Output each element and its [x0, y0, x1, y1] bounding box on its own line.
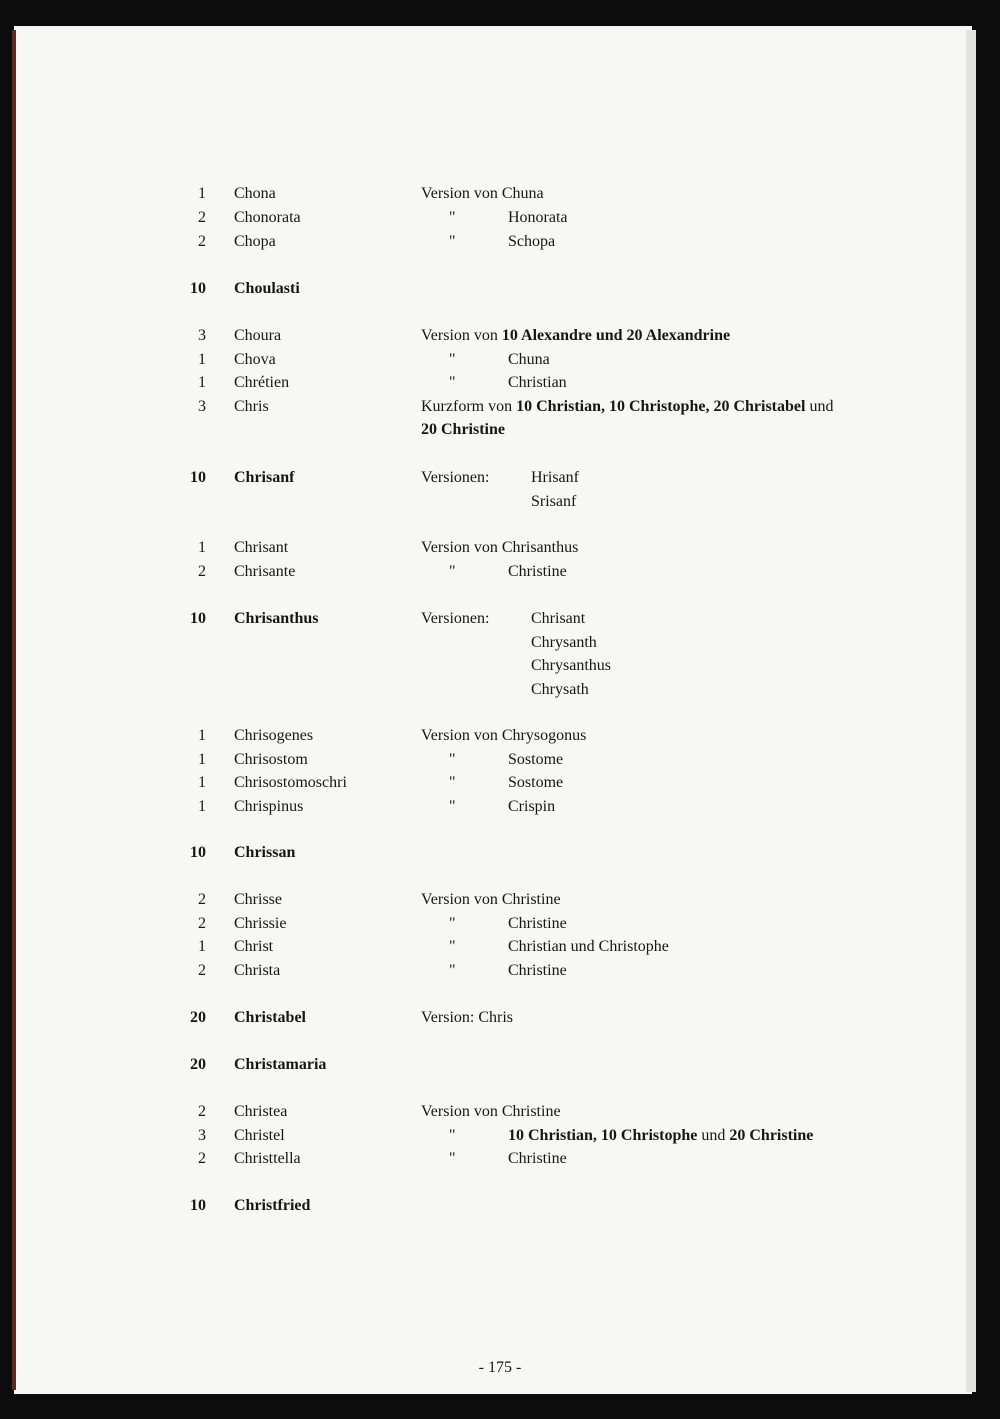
- description-text: Version von: [421, 327, 502, 344]
- entry-count: 2: [198, 1103, 206, 1120]
- list-entry: [0, 609, 1000, 705]
- entry-name: Chrisant: [234, 539, 289, 556]
- entry-count: 2: [198, 233, 206, 250]
- list-entry: [0, 1126, 1000, 1150]
- reference-bold: 10 Christian, 10 Christophe: [508, 1127, 698, 1144]
- entry-name: Chona: [234, 185, 276, 202]
- entry-name: Choura: [234, 327, 282, 344]
- list-entry: [0, 208, 1000, 232]
- list-entry: [0, 797, 1000, 821]
- entry-reference: Crispin: [508, 798, 556, 815]
- version-name: Chrysanth: [531, 634, 597, 651]
- entry-name: Chris: [234, 398, 269, 415]
- version-name: Srisanf: [531, 493, 577, 510]
- entry-reference: Chuna: [508, 351, 550, 368]
- entry-name: Chrisanthus: [234, 610, 319, 627]
- list-entry: [0, 184, 1000, 208]
- entry-name: Christfried: [234, 1197, 311, 1214]
- list-entry: [0, 373, 1000, 397]
- entry-name: Christa: [234, 962, 281, 979]
- entry-count: 10: [190, 469, 206, 486]
- entry-count: 1: [198, 539, 206, 556]
- version-name: Chrysanthus: [531, 657, 611, 674]
- ditto-mark: ": [449, 962, 456, 979]
- entry-description: Version von Chuna: [421, 185, 544, 202]
- entry-count: 1: [198, 751, 206, 768]
- entry-reference: Sostome: [508, 751, 564, 768]
- entry-reference: Christine: [508, 962, 567, 979]
- entry-name: Chrissie: [234, 915, 287, 932]
- ditto-mark: ": [449, 751, 456, 768]
- ditto-mark: ": [449, 374, 456, 391]
- list-entry: [0, 279, 1000, 303]
- entry-count: 10: [190, 610, 206, 627]
- list-entry: [0, 397, 1000, 445]
- entry-count: 10: [190, 280, 206, 297]
- list-entry: [0, 232, 1000, 256]
- entry-name: Christ: [234, 938, 274, 955]
- entry-count: 1: [198, 185, 206, 202]
- list-entry: [0, 726, 1000, 750]
- entry-name: Chrisostomoschri: [234, 774, 347, 791]
- ditto-mark: ": [449, 233, 456, 250]
- entry-name: Christabel: [234, 1009, 306, 1026]
- list-entry: [0, 326, 1000, 350]
- entry-name: Christel: [234, 1127, 285, 1144]
- entry-reference: Christine: [508, 915, 567, 932]
- entry-name: Chrisostom: [234, 751, 308, 768]
- list-entry: [0, 750, 1000, 774]
- list-entry: [0, 1008, 1000, 1032]
- entry-reference: Christian: [508, 374, 567, 391]
- entry-name: Chrisante: [234, 563, 296, 580]
- entry-reference: [508, 1126, 813, 1146]
- list-entry: [0, 1149, 1000, 1173]
- entry-reference: Honorata: [508, 209, 568, 226]
- entry-count: 10: [190, 844, 206, 861]
- entry-count: 2: [198, 1150, 206, 1167]
- ditto-mark: ": [449, 915, 456, 932]
- description-reference: 10 Alexandre und 20 Alexandrine: [501, 327, 731, 344]
- entry-description: [421, 326, 730, 346]
- ditto-mark: ": [449, 938, 456, 955]
- page-number: - 175 -: [478, 1359, 522, 1376]
- entry-description: [421, 397, 833, 417]
- entry-description: Version von Christine: [421, 1103, 561, 1120]
- entry-count: 2: [198, 891, 206, 908]
- entry-name: Christamaria: [234, 1056, 327, 1073]
- entry-count: 1: [198, 774, 206, 791]
- ditto-mark: ": [449, 1150, 456, 1167]
- entry-count: 3: [198, 327, 206, 344]
- ditto-mark: ": [449, 1127, 456, 1144]
- list-entry: [0, 538, 1000, 562]
- entry-name: Choulasti: [234, 280, 300, 297]
- entry-reference: Christian und Christophe: [508, 938, 669, 955]
- list-entry: [0, 937, 1000, 961]
- list-entry: [0, 562, 1000, 586]
- entry-count: 3: [198, 398, 206, 415]
- entry-name: Chonorata: [234, 209, 301, 226]
- entry-count: 3: [198, 1127, 206, 1144]
- list-entry: [0, 1055, 1000, 1079]
- reference-bold: 20 Christine: [729, 1127, 814, 1144]
- entry-reference: Sostome: [508, 774, 564, 791]
- versions-label: Versionen:: [421, 469, 490, 486]
- list-entry: [0, 890, 1000, 914]
- entry-name: Christtella: [234, 1150, 301, 1167]
- entry-count: 1: [198, 938, 206, 955]
- entry-reference: Schopa: [508, 233, 556, 250]
- list-entry: [0, 1102, 1000, 1126]
- entry-count: 20: [190, 1009, 206, 1026]
- entry-name: Chrisse: [234, 891, 282, 908]
- description-reference: 20 Christine: [421, 421, 505, 438]
- entry-name: Chrissan: [234, 844, 296, 861]
- entry-count: 2: [198, 915, 206, 932]
- entry-reference: Christine: [508, 563, 567, 580]
- ditto-mark: ": [449, 209, 456, 226]
- list-entry: [0, 843, 1000, 867]
- entry-count: 1: [198, 351, 206, 368]
- list-entry: [0, 468, 1000, 516]
- entry-reference: Christine: [508, 1150, 567, 1167]
- description-text: und: [805, 398, 834, 415]
- list-entry: [0, 773, 1000, 797]
- entry-description: Version von Chrisanthus: [421, 539, 579, 556]
- entry-name: Chrisanf: [234, 469, 295, 486]
- version-name: Chrysath: [531, 681, 589, 698]
- versions-label: Versionen:: [421, 610, 490, 627]
- list-entry: [0, 1196, 1000, 1220]
- entry-count: 1: [198, 798, 206, 815]
- version-name: Chrisant: [531, 610, 586, 627]
- list-entry: [0, 914, 1000, 938]
- ditto-mark: ": [449, 774, 456, 791]
- entry-count: 2: [198, 563, 206, 580]
- entry-count: 10: [190, 1197, 206, 1214]
- entry-name: Chova: [234, 351, 276, 368]
- description-text: Kurzform von: [421, 398, 517, 415]
- entry-description: Version von Christine: [421, 891, 561, 908]
- entry-name: Chopa: [234, 233, 276, 250]
- entry-name: Chrisogenes: [234, 727, 314, 744]
- entry-name: Christea: [234, 1103, 288, 1120]
- entry-count: 2: [198, 962, 206, 979]
- entry-name: Chrispinus: [234, 798, 304, 815]
- entry-count: 20: [190, 1056, 206, 1073]
- entry-description: Version: Chris: [421, 1009, 513, 1026]
- description-reference: 10 Christian, 10 Christophe, 20 Christabel: [516, 398, 806, 415]
- entry-count: 1: [198, 374, 206, 391]
- version-name: Hrisanf: [531, 469, 579, 486]
- ditto-mark: ": [449, 798, 456, 815]
- ditto-mark: ": [449, 563, 456, 580]
- entry-description: Version von Chrysogonus: [421, 727, 587, 744]
- list-entry: [0, 350, 1000, 374]
- reference-text: und: [697, 1127, 730, 1144]
- ditto-mark: ": [449, 351, 456, 368]
- entry-name: Chrétien: [234, 374, 290, 391]
- entry-count: 2: [198, 209, 206, 226]
- entry-count: 1: [198, 727, 206, 744]
- list-entry: [0, 961, 1000, 985]
